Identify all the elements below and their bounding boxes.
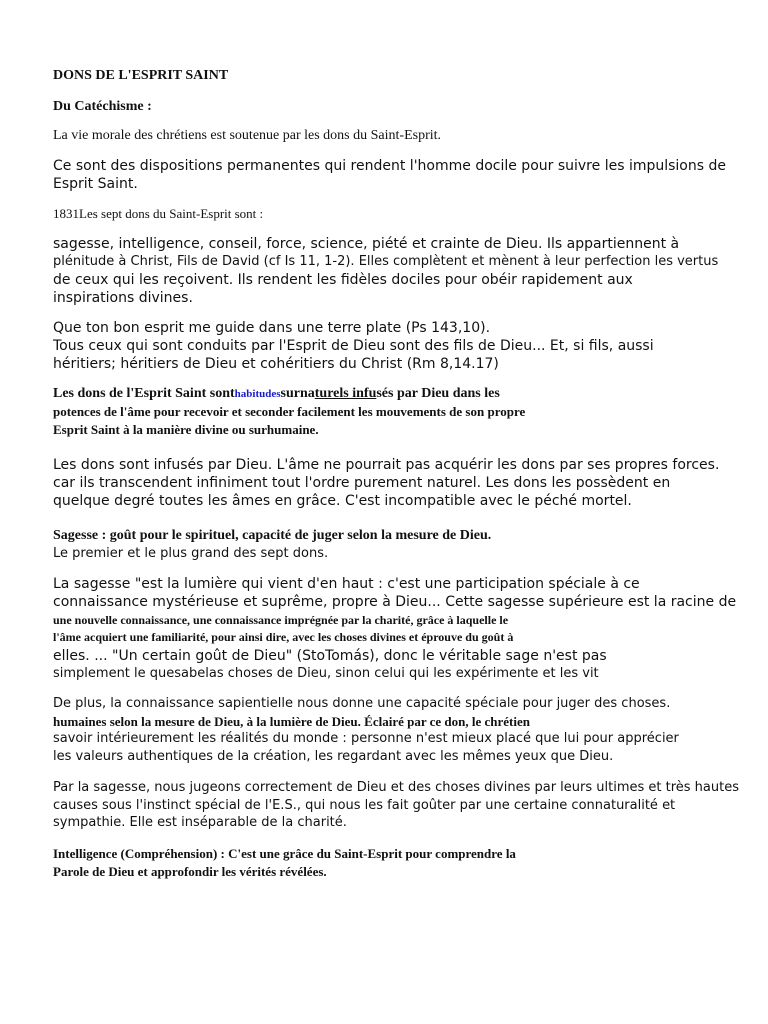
- paragraph-line: Par la sagesse, nous jugeons correctement de Dieu et des choses divines par leurs ultimes et très hautes: [53, 780, 739, 795]
- paragraph-line: sympathie. Elle est inséparable de la charité.: [53, 815, 347, 830]
- paragraph-line: Esprit Saint.: [53, 176, 138, 192]
- paragraph-line: Parole de Dieu et approfondir les vérités révélées.: [53, 864, 327, 879]
- paragraph-line: La vie morale des chrétiens est soutenue par les dons du Saint-Esprit.: [53, 128, 442, 143]
- paragraph-line: Ce sont des dispositions permanentes qui rendent l'homme docile pour suivre les impulsions de: [53, 158, 726, 174]
- line-segment: Les dons de l'Esprit Saint sont: [53, 386, 235, 401]
- paragraph-line: une nouvelle connaissance, une connaissance imprégnée par la charité, grâce à laquelle le: [53, 613, 509, 627]
- paragraph-line: Le premier et le plus grand des sept dons.: [53, 546, 329, 561]
- paragraph-line: La sagesse "est la lumière qui vient d'en haut : c'est une participation spéciale à ce: [53, 576, 640, 592]
- paragraph-line: inspirations divines.: [53, 290, 193, 306]
- line-segment: plénitude à Christ, Fils de David (cf Is 11, 1-2).: [53, 254, 355, 269]
- paragraph-line: elles. ... "Un certain goût de Dieu" (StoTomás), donc le véritable sage n'est pas: [53, 648, 607, 664]
- habitudes-link[interactable]: habitudes: [234, 388, 281, 400]
- paragraph-line: simplement le quesabelas choses de Dieu, sinon celui qui les expérimente et les vit: [53, 666, 599, 681]
- paragraph-line: [53, 386, 500, 402]
- paragraph-line: potences de l'âme pour recevoir et seconder facilement les mouvements de son propre: [53, 404, 526, 419]
- paragraph-line: Les dons sont infusés par Dieu. L'âme ne pourrait pas acquérir les dons par ses propres forces.: [53, 457, 720, 473]
- paragraph-line: quelque degré toutes les âmes en grâce. C'est incompatible avec le péché mortel.: [53, 493, 632, 509]
- paragraph-line: car ils transcendent infiniment tout l'ordre purement naturel. Les dons les possèdent en: [53, 475, 671, 491]
- paragraph-line: [53, 254, 718, 269]
- paragraph-line: Que ton bon esprit me guide dans une terre plate (Ps 143,10).: [53, 320, 491, 336]
- line-segment: turels infu: [314, 386, 377, 401]
- paragraph-line: héritiers; héritiers de Dieu et cohéritiers du Christ (Rm 8,14.17): [53, 356, 499, 372]
- paragraph-line: l'âme acquiert une familiarité, pour ainsi dire, avec les choses divines et éprouve du goût à: [53, 630, 514, 644]
- paragraph-line: les valeurs authentiques de la création, les regardant avec les mêmes yeux que Dieu.: [53, 749, 614, 764]
- paragraph-line: Tous ceux qui sont conduits par l'Esprit de Dieu sont des fils de Dieu... Et, si fils, aussi: [53, 338, 654, 354]
- section-heading: Du Catéchisme :: [53, 99, 152, 114]
- paragraph-line: 1831Les sept dons du Saint-Esprit sont :: [53, 206, 264, 221]
- paragraph-line: Sagesse : goût pour le spirituel, capacité de juger selon la mesure de Dieu.: [53, 528, 492, 543]
- paragraph-line: sagesse, intelligence, conseil, force, science, piété et crainte de Dieu. Ils appartiennent à: [53, 236, 680, 252]
- paragraph-line: De plus, la connaissance sapientielle nous donne une capacité spéciale pour juger des choses.: [53, 696, 671, 711]
- line-segment: Elles complètent et mènent à leur perfection les vertus: [354, 254, 719, 269]
- line-segment: sés par Dieu dans les: [376, 386, 500, 401]
- document-title: DONS DE L'ESPRIT SAINT: [53, 68, 229, 83]
- paragraph-line: Intelligence (Compréhension) : C'est une grâce du Saint-Esprit pour comprendre la: [53, 846, 516, 861]
- paragraph-line: connaissance mystérieuse et suprême, propre à Dieu... Cette sagesse supérieure est la racine de: [53, 594, 737, 610]
- paragraph-line: de ceux qui les reçoivent. Ils rendent les fidèles dociles pour obéir rapidement aux: [53, 272, 633, 288]
- paragraph-line: savoir intérieurement les réalités du monde : personne n'est mieux placé que lui pour apprécier: [53, 731, 679, 746]
- paragraph-line: causes sous l'instinct spécial de l'E.S., qui nous les fait goûter par une certaine connaturalité et: [53, 798, 676, 813]
- paragraph-line: humaines selon la mesure de Dieu, à la lumière de Dieu. Éclairé par ce don, le chrétien: [53, 714, 530, 729]
- line-segment: surna: [280, 386, 315, 401]
- paragraph-line: Esprit Saint à la manière divine ou surhumaine.: [53, 422, 319, 437]
